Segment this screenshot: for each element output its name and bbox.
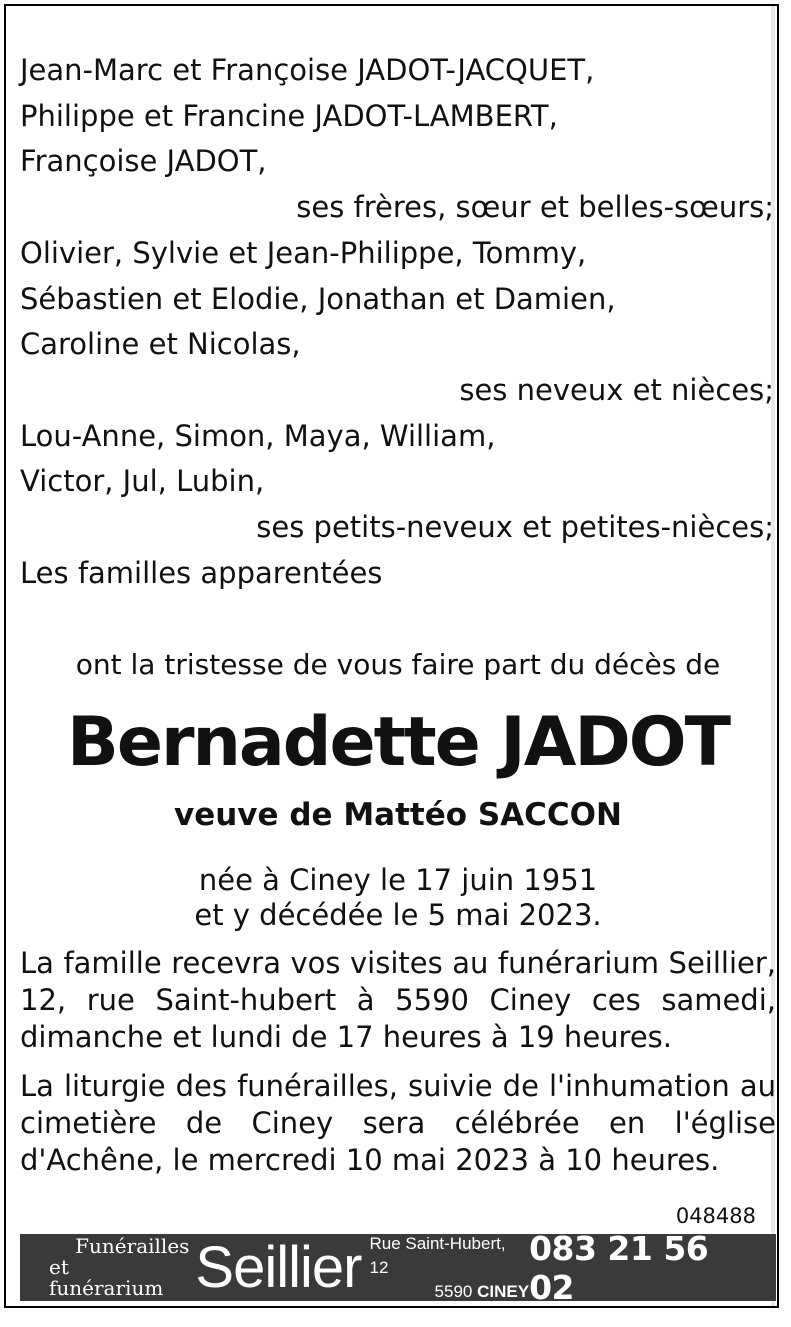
phone-number: 083 21 56 02 — [529, 1234, 709, 1301]
funeral-home-service — [49, 1236, 189, 1299]
funeral-home-logo: Seillier — [195, 1235, 362, 1300]
family-line-7: Lou-Anne, Simon, Maya, William, — [20, 418, 496, 453]
relation-nephews: ses neveux et nièces; — [459, 372, 774, 407]
widow-of: veuve de Mattéo SACCON — [174, 796, 622, 833]
birth-line: née à Ciney le 17 juin 1951 — [198, 862, 598, 897]
family-line-1: Jean-Marc et Françoise JADOT-JACQUET, — [20, 53, 595, 87]
funeral-home-address — [369, 1234, 529, 1301]
family-line-9: Les familles apparentées — [20, 555, 383, 590]
life-dates — [20, 863, 776, 933]
family-line-4: Olivier, Sylvie et Jean-Philippe, Tommy, — [20, 235, 587, 270]
relation-siblings: ses frères, sœur et belles-sœurs; — [296, 190, 774, 225]
family-line-5: Sébastien et Elodie, Jonathan et Damien, — [20, 281, 616, 316]
reference-number: 048488 — [675, 1204, 756, 1228]
visits-paragraph: La famille recevra vos visites au funérarium Seillier, 12, rue Saint-hubert à 5590 Ciney ces samedi, dimanche et lundi de 17 heures à 19 heures. — [20, 945, 776, 1054]
death-line: et y décédée le 5 mai 2023. — [194, 897, 602, 932]
family-line-8: Victor, Jul, Lubin, — [20, 464, 265, 499]
announcement-intro: ont la tristesse de vous faire part du décès de — [75, 648, 721, 682]
family-line-3: Françoise JADOT, — [20, 144, 267, 179]
relation-grand-nephews: ses petits-neveux et petites-nièces; — [256, 510, 774, 545]
address-street: Rue Saint-Hubert, 12 — [369, 1234, 506, 1277]
liturgy-paragraph: La liturgie des funérailles, suivie de l'inhumation au cimetière de Ciney sera célébrée en l'église d'Achêne, le mercredi 10 mai 2023 à 10 heures. — [20, 1068, 776, 1177]
address-postal: 5590 — [434, 1281, 473, 1301]
funeral-home-banner — [20, 1234, 776, 1301]
funeral-home-service-line-1: Funérailles — [75, 1234, 190, 1258]
deceased-name: Bernadette JADOT — [67, 703, 729, 783]
obituary-content — [20, 48, 776, 1179]
obituary-notice — [4, 4, 779, 1308]
family-line-2: Philippe et Francine JADOT-LAMBERT, — [20, 98, 558, 133]
address-city: CINEY — [477, 1281, 530, 1301]
address-city-line — [435, 1280, 530, 1302]
funeral-home-service-line-2: et funérarium — [49, 1255, 164, 1300]
family-line-6: Caroline et Nicolas, — [20, 327, 301, 362]
